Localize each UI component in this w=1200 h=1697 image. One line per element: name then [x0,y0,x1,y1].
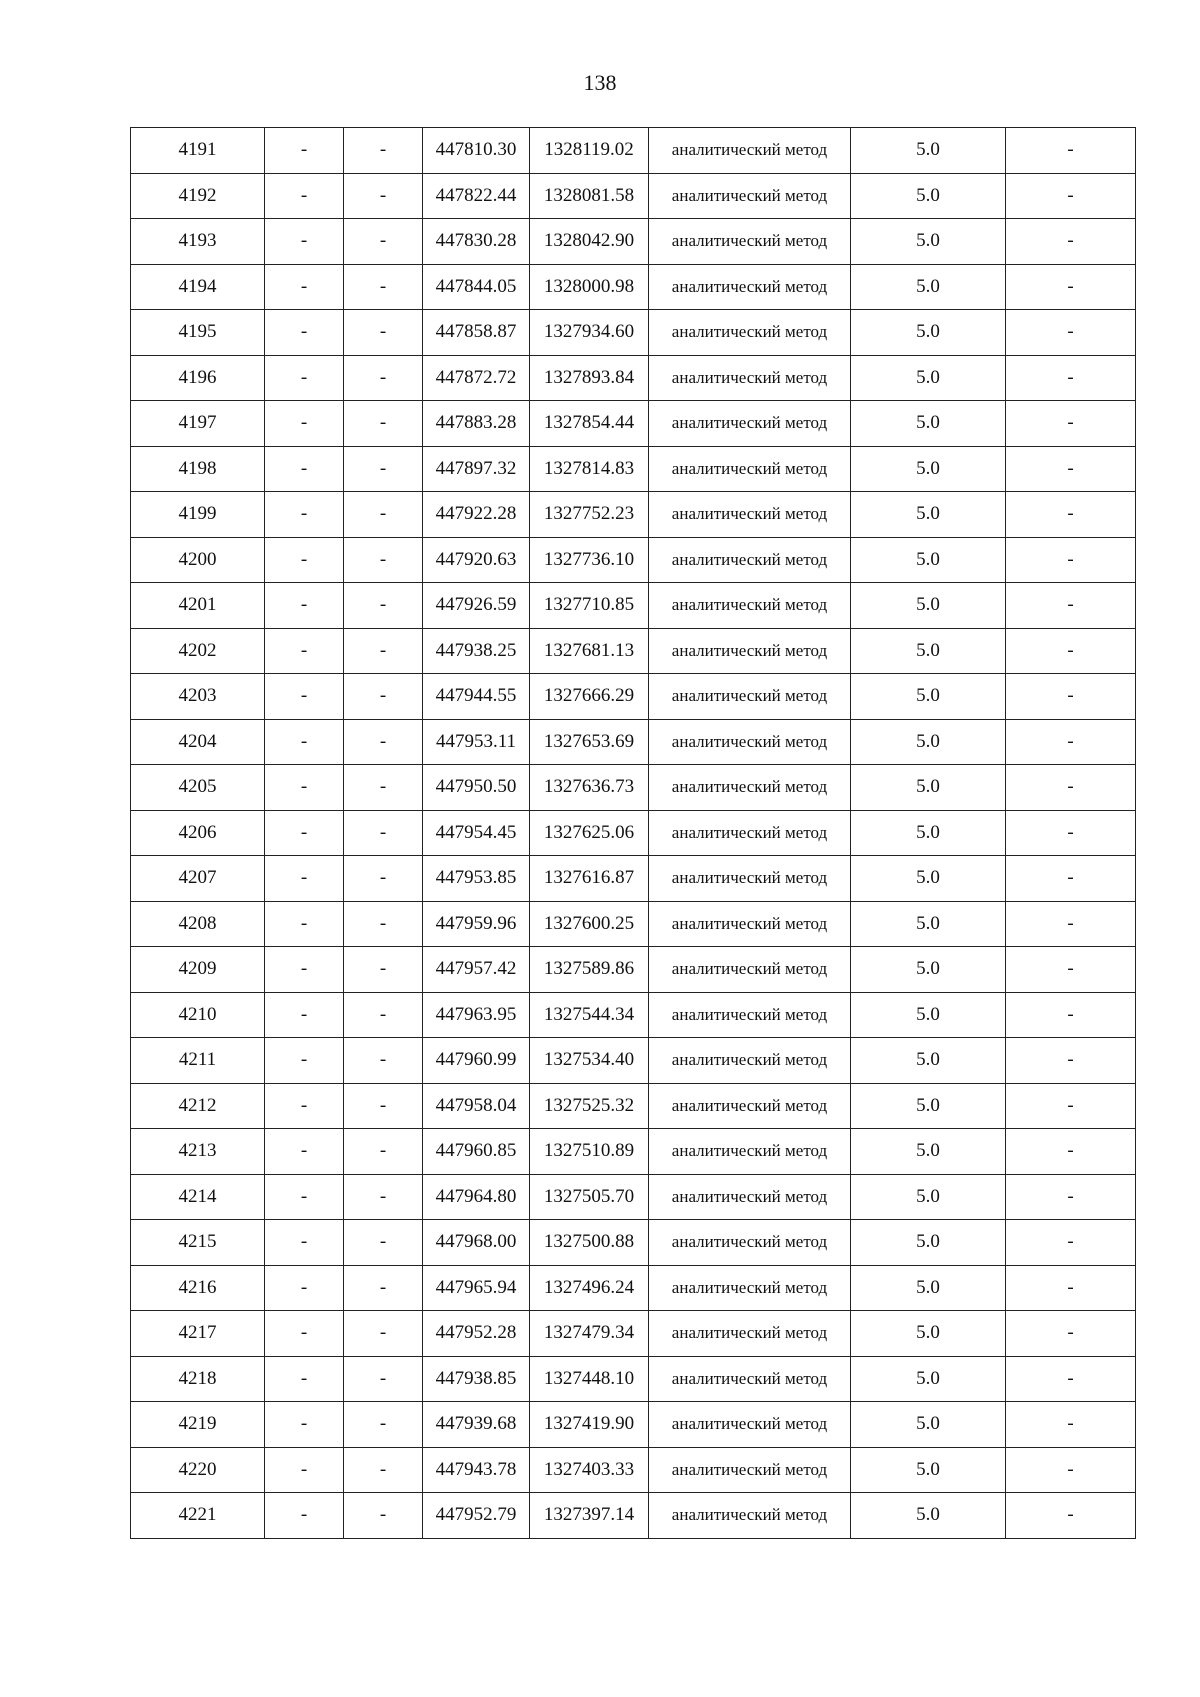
empty-column-3-cell: - [344,1493,423,1539]
table-row [131,537,1136,583]
method-cell: аналитический метод [649,219,851,265]
empty-column-8-cell: - [1006,219,1136,265]
y-coordinate-cell: 1327419.90 [530,1402,649,1448]
point-number-cell: 4204 [131,719,265,765]
empty-column-3-cell: - [344,1129,423,1175]
point-number-cell: 4216 [131,1265,265,1311]
point-number-cell: 4197 [131,401,265,447]
empty-column-3-cell: - [344,219,423,265]
point-number-cell: 4199 [131,492,265,538]
table-row [131,1129,1136,1175]
table-row [131,1038,1136,1084]
y-coordinate-cell: 1327534.40 [530,1038,649,1084]
y-coordinate-cell: 1327736.10 [530,537,649,583]
empty-column-2-cell: - [265,128,344,174]
table-row [131,1447,1136,1493]
point-number-cell: 4200 [131,537,265,583]
x-coordinate-cell: 447965.94 [423,1265,530,1311]
y-coordinate-cell: 1327934.60 [530,310,649,356]
table-row [131,219,1136,265]
x-coordinate-cell: 447944.55 [423,674,530,720]
empty-column-8-cell: - [1006,674,1136,720]
empty-column-3-cell: - [344,446,423,492]
accuracy-cell: 5.0 [851,355,1006,401]
table-row [131,264,1136,310]
x-coordinate-cell: 447968.00 [423,1220,530,1266]
table-row [131,1083,1136,1129]
empty-column-3-cell: - [344,1174,423,1220]
x-coordinate-cell: 447830.28 [423,219,530,265]
method-cell: аналитический метод [649,1129,851,1175]
accuracy-cell: 5.0 [851,1447,1006,1493]
empty-column-2-cell: - [265,1265,344,1311]
x-coordinate-cell: 447959.96 [423,901,530,947]
y-coordinate-cell: 1327496.24 [530,1265,649,1311]
empty-column-8-cell: - [1006,310,1136,356]
empty-column-3-cell: - [344,310,423,356]
table-row [131,446,1136,492]
empty-column-2-cell: - [265,173,344,219]
method-cell: аналитический метод [649,674,851,720]
y-coordinate-cell: 1327681.13 [530,628,649,674]
y-coordinate-cell: 1327752.23 [530,492,649,538]
y-coordinate-cell: 1328042.90 [530,219,649,265]
empty-column-3-cell: - [344,492,423,538]
empty-column-3-cell: - [344,628,423,674]
accuracy-cell: 5.0 [851,1265,1006,1311]
empty-column-3-cell: - [344,401,423,447]
point-number-cell: 4191 [131,128,265,174]
accuracy-cell: 5.0 [851,264,1006,310]
table-row [131,128,1136,174]
empty-column-2-cell: - [265,1174,344,1220]
accuracy-cell: 5.0 [851,128,1006,174]
empty-column-8-cell: - [1006,492,1136,538]
empty-column-3-cell: - [344,765,423,811]
point-number-cell: 4214 [131,1174,265,1220]
x-coordinate-cell: 447953.85 [423,856,530,902]
accuracy-cell: 5.0 [851,492,1006,538]
point-number-cell: 4205 [131,765,265,811]
table-row [131,628,1136,674]
y-coordinate-cell: 1327510.89 [530,1129,649,1175]
accuracy-cell: 5.0 [851,310,1006,356]
table-row [131,856,1136,902]
empty-column-2-cell: - [265,1447,344,1493]
x-coordinate-cell: 447938.25 [423,628,530,674]
method-cell: аналитический метод [649,1447,851,1493]
method-cell: аналитический метод [649,1311,851,1357]
accuracy-cell: 5.0 [851,992,1006,1038]
point-number-cell: 4213 [131,1129,265,1175]
x-coordinate-cell: 447943.78 [423,1447,530,1493]
point-number-cell: 4220 [131,1447,265,1493]
x-coordinate-cell: 447952.79 [423,1493,530,1539]
empty-column-8-cell: - [1006,1265,1136,1311]
empty-column-2-cell: - [265,1129,344,1175]
coordinates-table [130,127,1136,1539]
table-row [131,719,1136,765]
method-cell: аналитический метод [649,1038,851,1084]
y-coordinate-cell: 1327600.25 [530,901,649,947]
x-coordinate-cell: 447960.85 [423,1129,530,1175]
x-coordinate-cell: 447952.28 [423,1311,530,1357]
empty-column-3-cell: - [344,128,423,174]
accuracy-cell: 5.0 [851,401,1006,447]
method-cell: аналитический метод [649,1220,851,1266]
table-row [131,901,1136,947]
accuracy-cell: 5.0 [851,446,1006,492]
table-row [131,1402,1136,1448]
table-row [131,583,1136,629]
table-row [131,674,1136,720]
empty-column-2-cell: - [265,310,344,356]
empty-column-2-cell: - [265,765,344,811]
accuracy-cell: 5.0 [851,1038,1006,1084]
point-number-cell: 4218 [131,1356,265,1402]
accuracy-cell: 5.0 [851,1493,1006,1539]
empty-column-2-cell: - [265,401,344,447]
table-row [131,1311,1136,1357]
point-number-cell: 4193 [131,219,265,265]
point-number-cell: 4206 [131,810,265,856]
point-number-cell: 4194 [131,264,265,310]
empty-column-8-cell: - [1006,401,1136,447]
method-cell: аналитический метод [649,992,851,1038]
empty-column-3-cell: - [344,992,423,1038]
empty-column-2-cell: - [265,947,344,993]
x-coordinate-cell: 447858.87 [423,310,530,356]
accuracy-cell: 5.0 [851,1402,1006,1448]
empty-column-8-cell: - [1006,128,1136,174]
empty-column-3-cell: - [344,1265,423,1311]
method-cell: аналитический метод [649,810,851,856]
empty-column-3-cell: - [344,947,423,993]
table-row [131,765,1136,811]
table-row [131,1220,1136,1266]
x-coordinate-cell: 447953.11 [423,719,530,765]
empty-column-2-cell: - [265,856,344,902]
empty-column-8-cell: - [1006,446,1136,492]
accuracy-cell: 5.0 [851,719,1006,765]
point-number-cell: 4203 [131,674,265,720]
empty-column-2-cell: - [265,1038,344,1084]
empty-column-8-cell: - [1006,1083,1136,1129]
empty-column-8-cell: - [1006,856,1136,902]
accuracy-cell: 5.0 [851,1129,1006,1175]
x-coordinate-cell: 447939.68 [423,1402,530,1448]
point-number-cell: 4219 [131,1402,265,1448]
empty-column-8-cell: - [1006,1447,1136,1493]
empty-column-2-cell: - [265,1220,344,1266]
point-number-cell: 4217 [131,1311,265,1357]
empty-column-2-cell: - [265,1402,344,1448]
method-cell: аналитический метод [649,310,851,356]
empty-column-8-cell: - [1006,901,1136,947]
method-cell: аналитический метод [649,1265,851,1311]
method-cell: аналитический метод [649,446,851,492]
accuracy-cell: 5.0 [851,1174,1006,1220]
point-number-cell: 4211 [131,1038,265,1084]
empty-column-3-cell: - [344,1220,423,1266]
accuracy-cell: 5.0 [851,628,1006,674]
point-number-cell: 4192 [131,173,265,219]
point-number-cell: 4212 [131,1083,265,1129]
method-cell: аналитический метод [649,1356,851,1402]
table-row [131,310,1136,356]
x-coordinate-cell: 447958.04 [423,1083,530,1129]
empty-column-2-cell: - [265,1311,344,1357]
empty-column-8-cell: - [1006,765,1136,811]
page-number: 138 [583,70,617,95]
point-number-cell: 4209 [131,947,265,993]
y-coordinate-cell: 1327854.44 [530,401,649,447]
accuracy-cell: 5.0 [851,674,1006,720]
empty-column-2-cell: - [265,446,344,492]
y-coordinate-cell: 1327666.29 [530,674,649,720]
table-row [131,947,1136,993]
point-number-cell: 4196 [131,355,265,401]
x-coordinate-cell: 447922.28 [423,492,530,538]
accuracy-cell: 5.0 [851,947,1006,993]
y-coordinate-cell: 1327544.34 [530,992,649,1038]
empty-column-2-cell: - [265,628,344,674]
empty-column-2-cell: - [265,1493,344,1539]
accuracy-cell: 5.0 [851,537,1006,583]
x-coordinate-cell: 447810.30 [423,128,530,174]
empty-column-2-cell: - [265,1083,344,1129]
point-number-cell: 4221 [131,1493,265,1539]
accuracy-cell: 5.0 [851,1083,1006,1129]
empty-column-8-cell: - [1006,628,1136,674]
empty-column-2-cell: - [265,537,344,583]
point-number-cell: 4210 [131,992,265,1038]
empty-column-3-cell: - [344,719,423,765]
table-row [131,810,1136,856]
empty-column-8-cell: - [1006,1129,1136,1175]
y-coordinate-cell: 1328000.98 [530,264,649,310]
empty-column-3-cell: - [344,355,423,401]
empty-column-3-cell: - [344,1356,423,1402]
empty-column-8-cell: - [1006,355,1136,401]
empty-column-8-cell: - [1006,1402,1136,1448]
x-coordinate-cell: 447883.28 [423,401,530,447]
accuracy-cell: 5.0 [851,219,1006,265]
empty-column-3-cell: - [344,856,423,902]
y-coordinate-cell: 1328081.58 [530,173,649,219]
empty-column-8-cell: - [1006,264,1136,310]
y-coordinate-cell: 1327589.86 [530,947,649,993]
empty-column-3-cell: - [344,583,423,629]
empty-column-8-cell: - [1006,1356,1136,1402]
table-row [131,992,1136,1038]
y-coordinate-cell: 1328119.02 [530,128,649,174]
accuracy-cell: 5.0 [851,173,1006,219]
empty-column-8-cell: - [1006,947,1136,993]
x-coordinate-cell: 447954.45 [423,810,530,856]
empty-column-8-cell: - [1006,1493,1136,1539]
accuracy-cell: 5.0 [851,583,1006,629]
method-cell: аналитический метод [649,128,851,174]
method-cell: аналитический метод [649,537,851,583]
x-coordinate-cell: 447938.85 [423,1356,530,1402]
x-coordinate-cell: 447822.44 [423,173,530,219]
x-coordinate-cell: 447897.32 [423,446,530,492]
method-cell: аналитический метод [649,1174,851,1220]
point-number-cell: 4208 [131,901,265,947]
method-cell: аналитический метод [649,264,851,310]
empty-column-8-cell: - [1006,1220,1136,1266]
method-cell: аналитический метод [649,583,851,629]
accuracy-cell: 5.0 [851,901,1006,947]
empty-column-2-cell: - [265,992,344,1038]
accuracy-cell: 5.0 [851,810,1006,856]
x-coordinate-cell: 447950.50 [423,765,530,811]
empty-column-8-cell: - [1006,537,1136,583]
y-coordinate-cell: 1327500.88 [530,1220,649,1266]
y-coordinate-cell: 1327479.34 [530,1311,649,1357]
method-cell: аналитический метод [649,947,851,993]
point-number-cell: 4207 [131,856,265,902]
empty-column-2-cell: - [265,674,344,720]
accuracy-cell: 5.0 [851,856,1006,902]
x-coordinate-cell: 447872.72 [423,355,530,401]
method-cell: аналитический метод [649,901,851,947]
method-cell: аналитический метод [649,355,851,401]
empty-column-2-cell: - [265,719,344,765]
accuracy-cell: 5.0 [851,1311,1006,1357]
table-row [131,355,1136,401]
method-cell: аналитический метод [649,765,851,811]
empty-column-8-cell: - [1006,719,1136,765]
point-number-cell: 4202 [131,628,265,674]
empty-column-2-cell: - [265,264,344,310]
table-row [131,1265,1136,1311]
method-cell: аналитический метод [649,492,851,538]
x-coordinate-cell: 447920.63 [423,537,530,583]
empty-column-2-cell: - [265,901,344,947]
empty-column-2-cell: - [265,492,344,538]
empty-column-3-cell: - [344,264,423,310]
method-cell: аналитический метод [649,628,851,674]
method-cell: аналитический метод [649,1493,851,1539]
accuracy-cell: 5.0 [851,1356,1006,1402]
x-coordinate-cell: 447963.95 [423,992,530,1038]
y-coordinate-cell: 1327893.84 [530,355,649,401]
table-row [131,1493,1136,1539]
method-cell: аналитический метод [649,1402,851,1448]
y-coordinate-cell: 1327616.87 [530,856,649,902]
empty-column-8-cell: - [1006,583,1136,629]
x-coordinate-cell: 447960.99 [423,1038,530,1084]
empty-column-2-cell: - [265,810,344,856]
y-coordinate-cell: 1327710.85 [530,583,649,629]
table-row [131,173,1136,219]
empty-column-3-cell: - [344,1083,423,1129]
y-coordinate-cell: 1327448.10 [530,1356,649,1402]
y-coordinate-cell: 1327636.73 [530,765,649,811]
empty-column-3-cell: - [344,674,423,720]
empty-column-3-cell: - [344,1402,423,1448]
y-coordinate-cell: 1327653.69 [530,719,649,765]
method-cell: аналитический метод [649,401,851,447]
empty-column-2-cell: - [265,1356,344,1402]
empty-column-3-cell: - [344,901,423,947]
accuracy-cell: 5.0 [851,765,1006,811]
point-number-cell: 4215 [131,1220,265,1266]
table-row [131,1174,1136,1220]
y-coordinate-cell: 1327525.32 [530,1083,649,1129]
table-row [131,492,1136,538]
empty-column-2-cell: - [265,219,344,265]
point-number-cell: 4195 [131,310,265,356]
method-cell: аналитический метод [649,856,851,902]
y-coordinate-cell: 1327625.06 [530,810,649,856]
empty-column-8-cell: - [1006,992,1136,1038]
empty-column-8-cell: - [1006,1311,1136,1357]
x-coordinate-cell: 447964.80 [423,1174,530,1220]
y-coordinate-cell: 1327403.33 [530,1447,649,1493]
empty-column-8-cell: - [1006,810,1136,856]
table-body [131,128,1136,1539]
point-number-cell: 4201 [131,583,265,629]
accuracy-cell: 5.0 [851,1220,1006,1266]
table-row [131,1356,1136,1402]
empty-column-8-cell: - [1006,173,1136,219]
empty-column-2-cell: - [265,355,344,401]
empty-column-3-cell: - [344,537,423,583]
empty-column-3-cell: - [344,1311,423,1357]
x-coordinate-cell: 447844.05 [423,264,530,310]
empty-column-3-cell: - [344,173,423,219]
empty-column-3-cell: - [344,1038,423,1084]
method-cell: аналитический метод [649,1083,851,1129]
empty-column-3-cell: - [344,1447,423,1493]
point-number-cell: 4198 [131,446,265,492]
empty-column-2-cell: - [265,583,344,629]
y-coordinate-cell: 1327814.83 [530,446,649,492]
empty-column-8-cell: - [1006,1038,1136,1084]
y-coordinate-cell: 1327397.14 [530,1493,649,1539]
table-row [131,401,1136,447]
y-coordinate-cell: 1327505.70 [530,1174,649,1220]
empty-column-3-cell: - [344,810,423,856]
x-coordinate-cell: 447957.42 [423,947,530,993]
method-cell: аналитический метод [649,719,851,765]
empty-column-8-cell: - [1006,1174,1136,1220]
method-cell: аналитический метод [649,173,851,219]
x-coordinate-cell: 447926.59 [423,583,530,629]
